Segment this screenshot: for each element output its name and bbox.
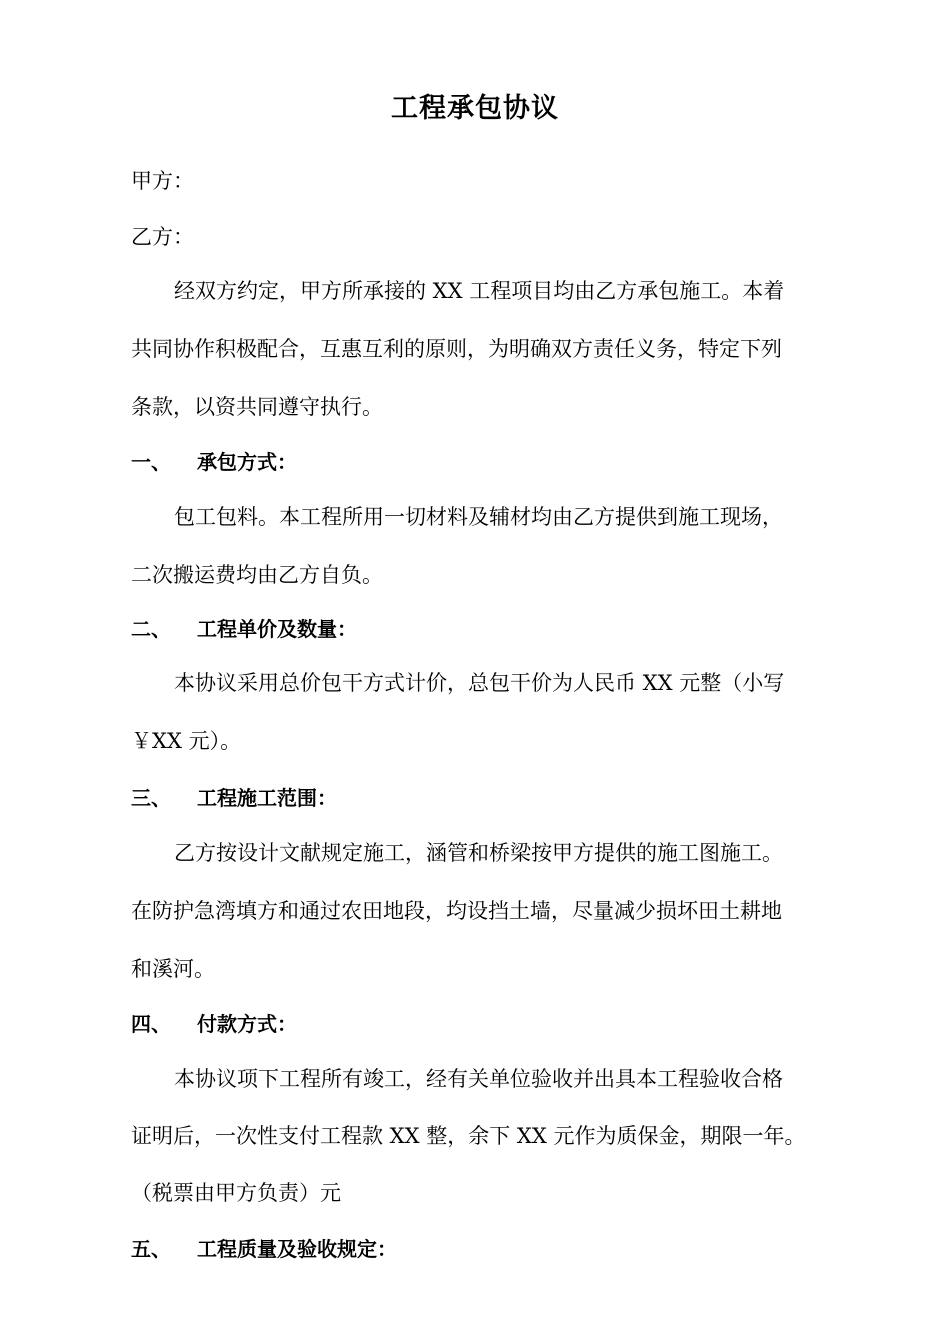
section-number: 四、 bbox=[131, 1012, 171, 1036]
section-1-line-1: 包工包料。本工程所用一切材料及辅材均由乙方提供到施工现场， bbox=[174, 505, 783, 529]
intro-line-3: 条款，以资共同遵守执行。 bbox=[131, 395, 383, 419]
section-number: 二、 bbox=[131, 617, 171, 641]
section-heading-4 bbox=[131, 1009, 297, 1039]
section-heading-5 bbox=[131, 1234, 397, 1264]
section-number: 三、 bbox=[131, 786, 171, 810]
section-heading-3 bbox=[131, 783, 337, 813]
section-heading-2 bbox=[131, 614, 357, 644]
section-3-line-2: 在防护急湾填方和通过农田地段，均设挡土墙，尽量减少损坏田土耕地 bbox=[131, 899, 782, 923]
section-1-line-2: 二次搬运费均由乙方自负。 bbox=[131, 563, 383, 587]
section-title: 工程施工范围： bbox=[197, 786, 337, 810]
section-title: 付款方式： bbox=[197, 1012, 297, 1036]
section-4-line-1: 本协议项下工程所有竣工，经有关单位验收并出具本工程验收合格 bbox=[174, 1067, 783, 1091]
section-2-line-2: ￥XX 元）。 bbox=[131, 729, 242, 753]
section-3-line-3: 和溪河。 bbox=[131, 957, 215, 981]
party-a-label: 甲方： bbox=[131, 169, 194, 193]
section-title: 承包方式： bbox=[197, 450, 297, 474]
section-number: 五、 bbox=[131, 1237, 171, 1261]
section-number: 一、 bbox=[131, 450, 171, 474]
intro-line-1: 经双方约定，甲方所承接的 XX 工程项目均由乙方承包施工。本着 bbox=[174, 279, 785, 303]
document-title: 工程承包协议 bbox=[391, 93, 559, 124]
section-2-line-1: 本协议采用总价包干方式计价，总包干价为人民币 XX 元整（小写 bbox=[174, 671, 785, 695]
section-4-line-2: 证明后，一次性支付工程款 XX 整，余下 XX 元作为质保金，期限一年。 bbox=[131, 1124, 806, 1148]
section-3-line-1: 乙方按设计文献规定施工，涵管和桥梁按甲方提供的施工图施工。 bbox=[174, 841, 783, 865]
party-b-label: 乙方： bbox=[131, 225, 194, 249]
section-heading-1 bbox=[131, 447, 297, 477]
intro-line-2: 共同协作积极配合，互惠互利的原则，为明确双方责任义务，特定下列 bbox=[131, 337, 782, 361]
section-title: 工程单价及数量： bbox=[197, 617, 357, 641]
section-title: 工程质量及验收规定： bbox=[197, 1237, 397, 1261]
section-4-line-3: （税票由甲方负责）元 bbox=[131, 1181, 341, 1205]
